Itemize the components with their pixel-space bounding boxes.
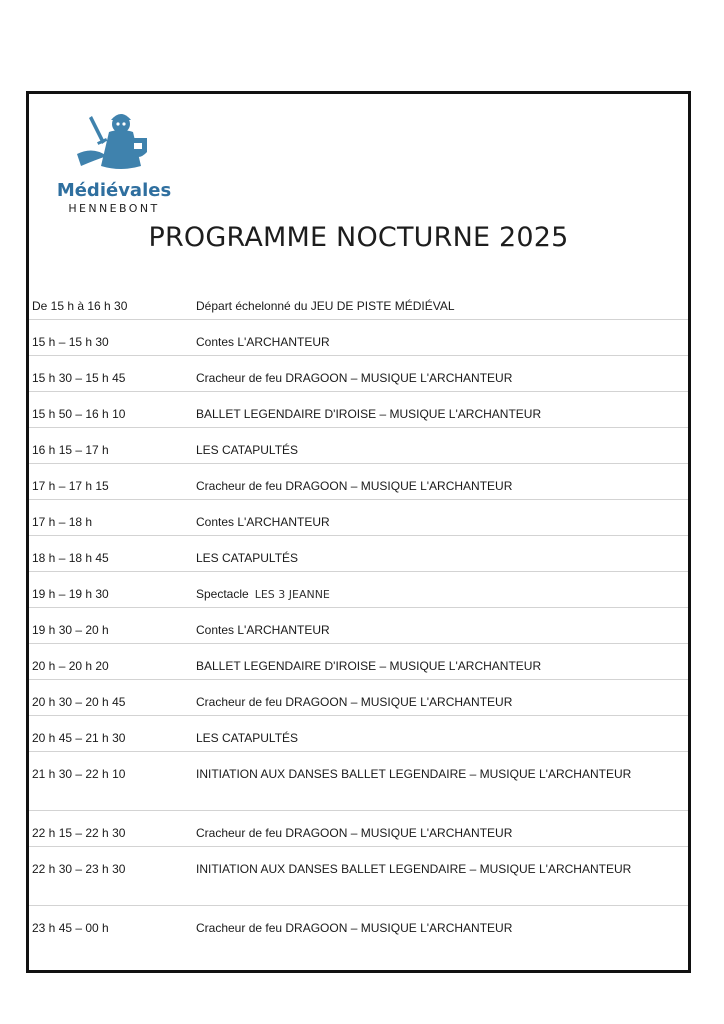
row-time: 15 h 50 – 16 h 10: [32, 407, 126, 421]
schedule-row: [29, 906, 688, 941]
row-time: 18 h – 18 h 45: [32, 551, 109, 565]
schedule-row: [29, 608, 688, 644]
schedule-row: [29, 320, 688, 356]
row-activity: Cracheur de feu DRAGOON – MUSIQUE L'ARCHANTEUR: [196, 371, 513, 385]
row-activity: Contes L'ARCHANTEUR: [196, 515, 330, 529]
activity-label: Spectacle: [196, 587, 249, 601]
row-time: 17 h – 17 h 15: [32, 479, 109, 493]
schedule-row: [29, 392, 688, 428]
schedule-row: [29, 716, 688, 752]
row-time: De 15 h à 16 h 30: [32, 299, 128, 313]
row-activity: Cracheur de feu DRAGOON – MUSIQUE L'ARCHANTEUR: [196, 695, 513, 709]
row-time: 22 h 15 – 22 h 30: [32, 826, 126, 840]
row-time: 20 h 45 – 21 h 30: [32, 731, 126, 745]
row-time: 20 h 30 – 20 h 45: [32, 695, 126, 709]
program-frame: [26, 91, 691, 973]
schedule-row: [29, 811, 688, 847]
schedule-row: [29, 644, 688, 680]
row-activity: LES CATAPULTÉS: [196, 551, 299, 565]
activity-detail: LES 3 JEANNE: [254, 588, 330, 601]
schedule-row: [29, 428, 688, 464]
row-time: 17 h – 18 h: [32, 515, 93, 529]
row-time: 19 h – 19 h 30: [32, 587, 109, 601]
row-activity: LES CATAPULTÉS: [196, 731, 299, 745]
schedule-row: [29, 500, 688, 536]
page-title: PROGRAMME NOCTURNE 2025: [148, 222, 569, 253]
row-activity: INITIATION AUX DANSES BALLET LEGENDAIRE – MUSIQUE L'ARCHANTEUR: [196, 862, 632, 876]
row-time: 19 h 30 – 20 h: [32, 623, 109, 637]
row-time: 20 h – 20 h 20: [32, 659, 109, 673]
row-time: 21 h 30 – 22 h 10: [32, 767, 126, 781]
row-time: 15 h 30 – 15 h 45: [32, 371, 126, 385]
schedule-row: [29, 572, 688, 608]
brand-name: Médiévales: [56, 180, 172, 201]
row-activity: Départ échelonné du JEU DE PISTE MÉDIÉVAL: [196, 299, 455, 313]
schedule-row: [29, 536, 688, 572]
schedule-row: [29, 847, 688, 906]
row-time: 15 h – 15 h 30: [32, 335, 109, 349]
row-activity: Contes L'ARCHANTEUR: [196, 623, 330, 637]
schedule-table: [29, 284, 688, 941]
logo: [49, 110, 179, 214]
row-activity: Cracheur de feu DRAGOON – MUSIQUE L'ARCHANTEUR: [196, 921, 513, 935]
schedule-row: [29, 284, 688, 320]
knight-icon: [71, 110, 157, 176]
row-activity: LES CATAPULTÉS: [196, 443, 299, 457]
schedule-row: [29, 680, 688, 716]
row-activity: Cracheur de feu DRAGOON – MUSIQUE L'ARCHANTEUR: [196, 479, 513, 493]
row-time: 16 h 15 – 17 h: [32, 443, 109, 457]
row-activity: INITIATION AUX DANSES BALLET LEGENDAIRE – MUSIQUE L'ARCHANTEUR: [196, 767, 632, 781]
row-activity: Cracheur de feu DRAGOON – MUSIQUE L'ARCHANTEUR: [196, 826, 513, 840]
row-activity: Contes L'ARCHANTEUR: [196, 335, 330, 349]
brand-city: HENNEBONT: [68, 202, 160, 215]
row-time: 22 h 30 – 23 h 30: [32, 862, 126, 876]
schedule-row: [29, 356, 688, 392]
row-activity: BALLET LEGENDAIRE D'IROISE – MUSIQUE L'ARCHANTEUR: [196, 407, 542, 421]
schedule-row: [29, 752, 688, 811]
row-time: 23 h 45 – 00 h: [32, 921, 109, 935]
schedule-row: [29, 464, 688, 500]
row-activity: [196, 587, 330, 601]
row-activity: BALLET LEGENDAIRE D'IROISE – MUSIQUE L'ARCHANTEUR: [196, 659, 542, 673]
